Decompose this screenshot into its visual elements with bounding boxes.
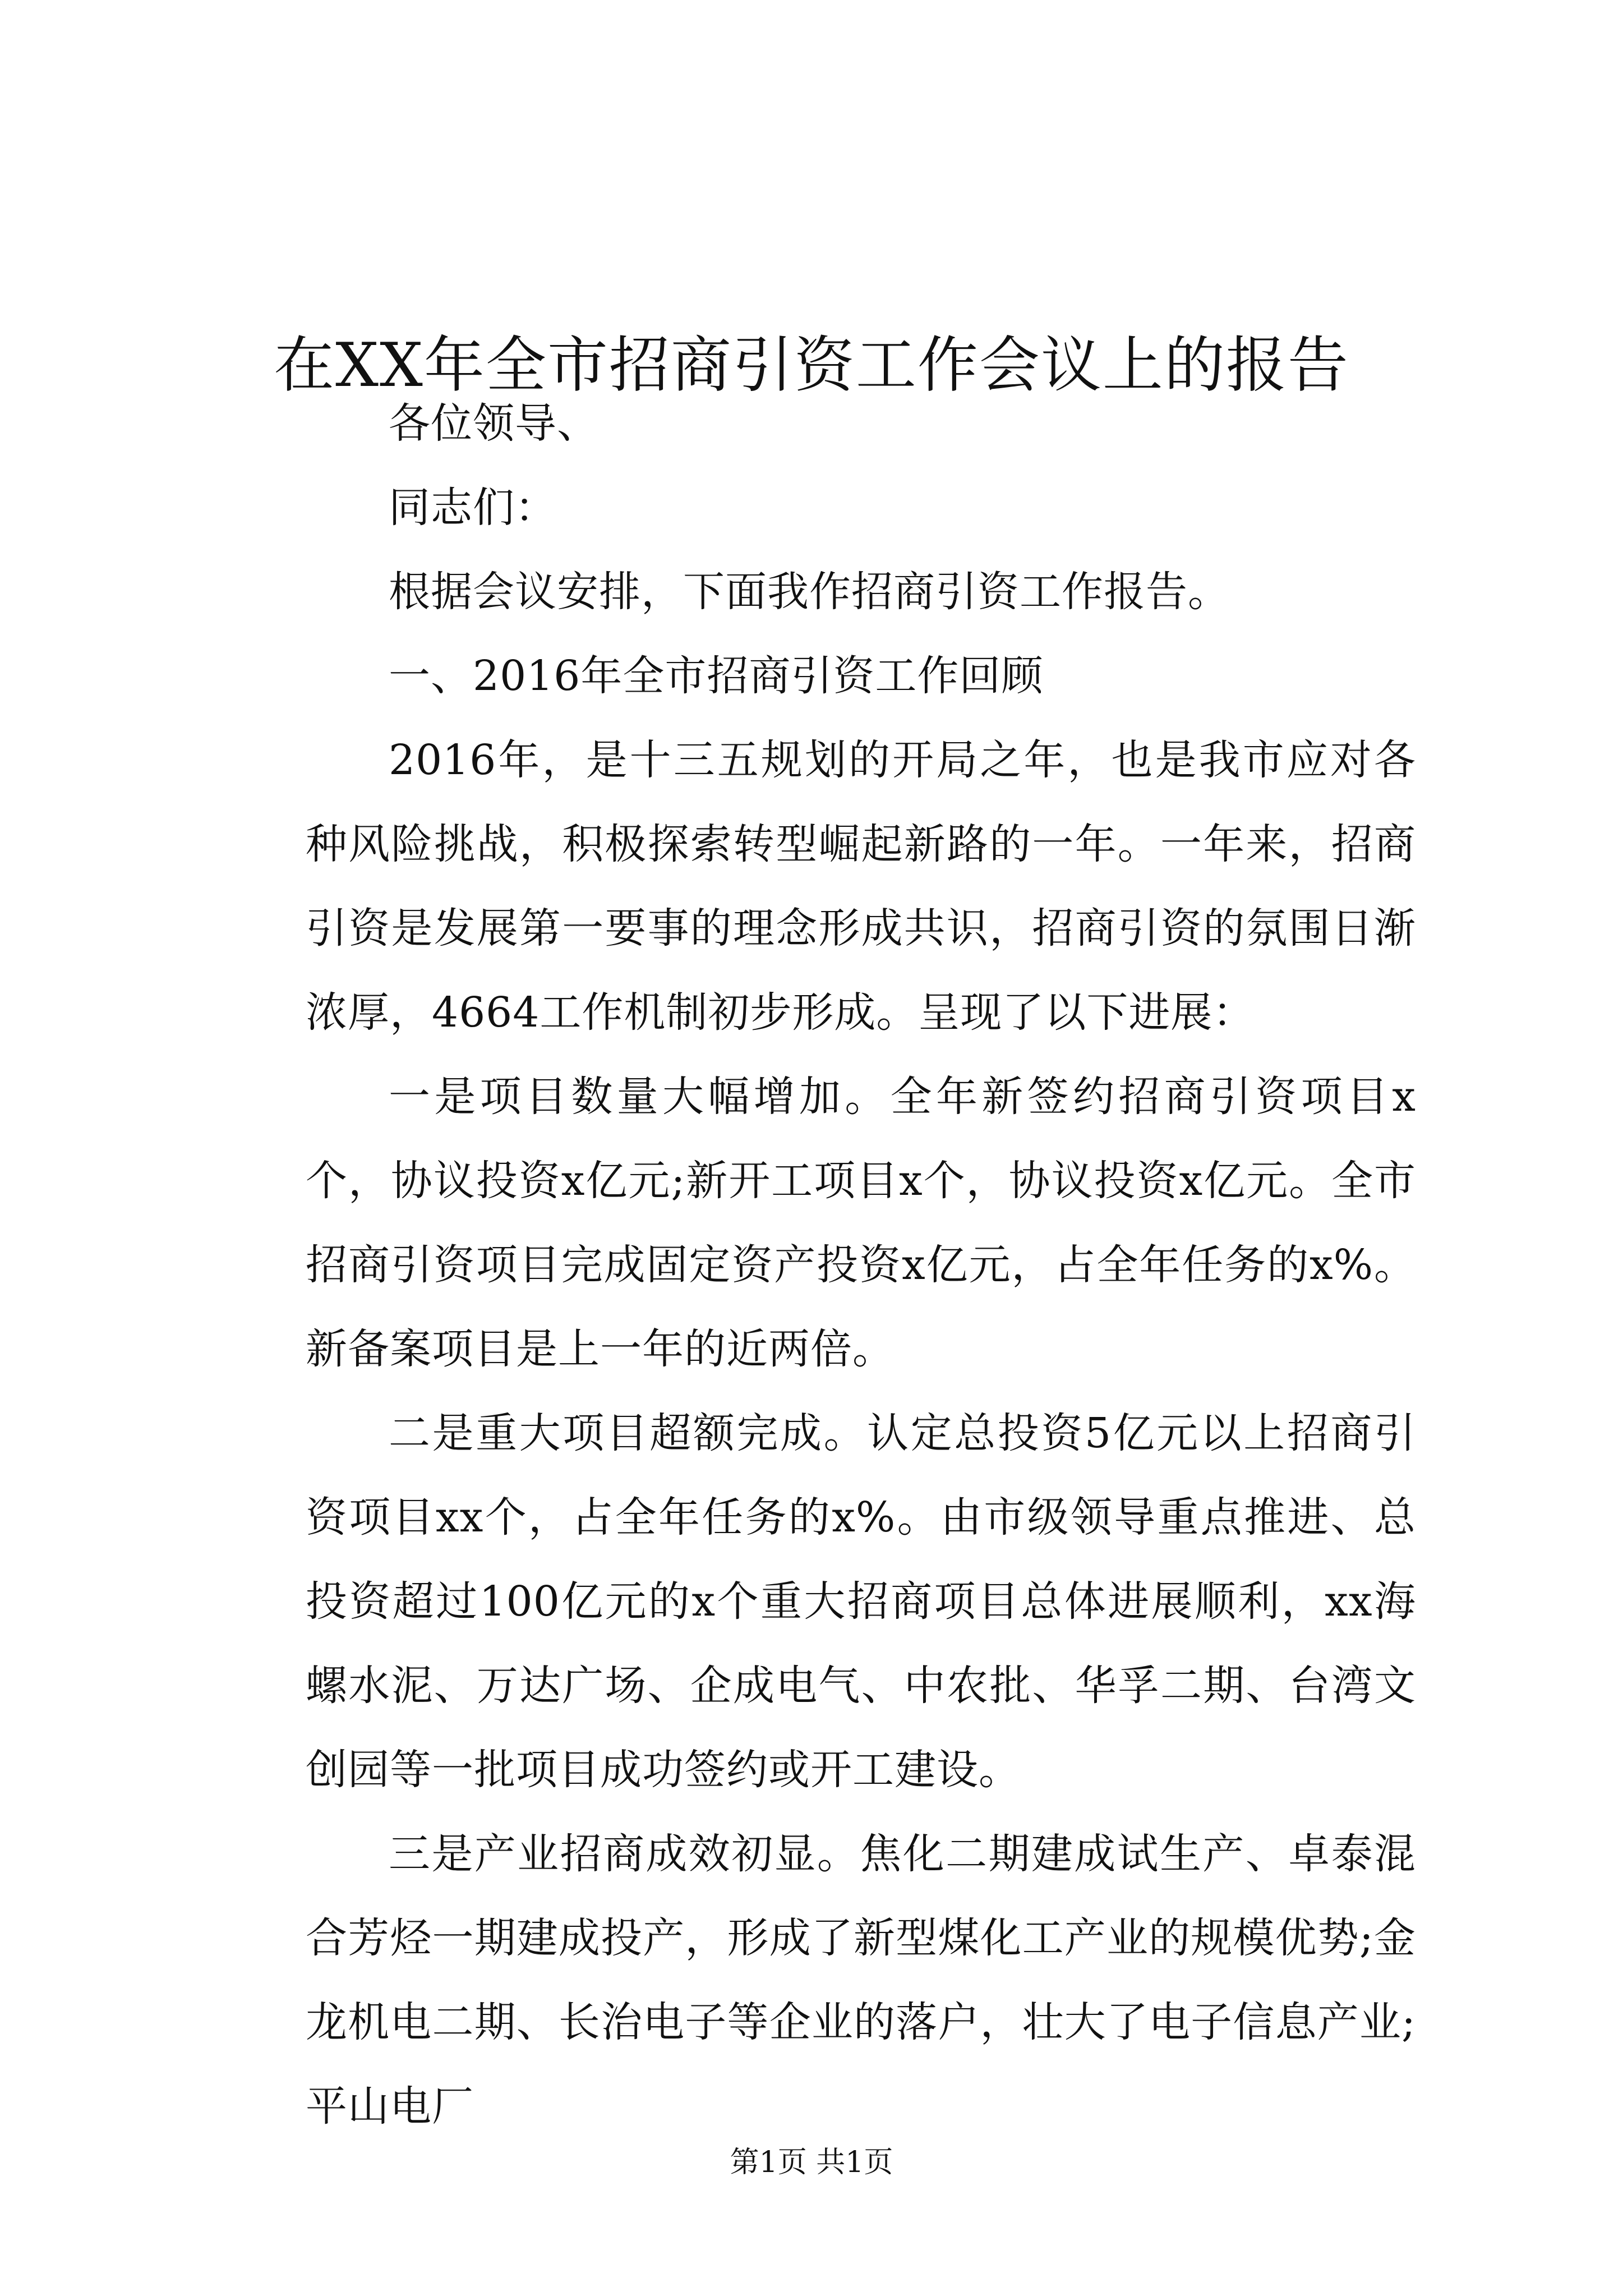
intro-paragraph: 根据会议安排，下面我作招商引资工作报告。 xyxy=(389,568,1230,616)
body-paragraph: 一是项目数量大幅增加。全年新签约招商引资项目x个，协议投资x亿元;新开工项目x个，协议投资x亿元。全市招商引资项目完成固定资产投资x亿元，占全年任务的x%。新备案项目是上一年的近两倍。 xyxy=(306,1073,1416,1373)
document-title: 在XX年全市招商引资工作会议上的报告 xyxy=(274,330,1349,401)
body-paragraph: 2016年，是十三五规划的开局之年，也是我市应对各种风险挑战，积极探索转型崛起新路的一年。一年来，招商引资是发展第一要事的理念形成共识，招商引资的氛围日渐浓厚，4664工作机制初步形成。呈现了以下进展： xyxy=(306,736,1416,1037)
salutation-leaders: 各位领导、 xyxy=(389,399,599,448)
body-paragraph: 二是重大项目超额完成。认定总投资5亿元以上招商引资项目xx个，占全年任务的x%。由市级领导重点推进、总投资超过100亿元的x个重大招商项目总体进展顺利，xx海螺水泥、万达广场、企成电气、中农批、华孚二期、台湾文创园等一批项目成功签约或开工建设。 xyxy=(306,1409,1416,1794)
page-footer: 第1页 共1页 xyxy=(730,2146,893,2179)
body-paragraph: 三是产业招商成效初显。焦化二期建成试生产、卓泰混合芳烃一期建成投产，形成了新型煤化工产业的规模优势;金龙机电二期、长治电子等企业的落户，壮大了电子信息产业;平山电厂 xyxy=(306,1830,1416,2131)
salutation-comrades: 同志们： xyxy=(389,484,557,532)
section-heading: 一、2016年全市招商引资工作回顾 xyxy=(389,652,1044,700)
document-body xyxy=(306,381,1416,2148)
